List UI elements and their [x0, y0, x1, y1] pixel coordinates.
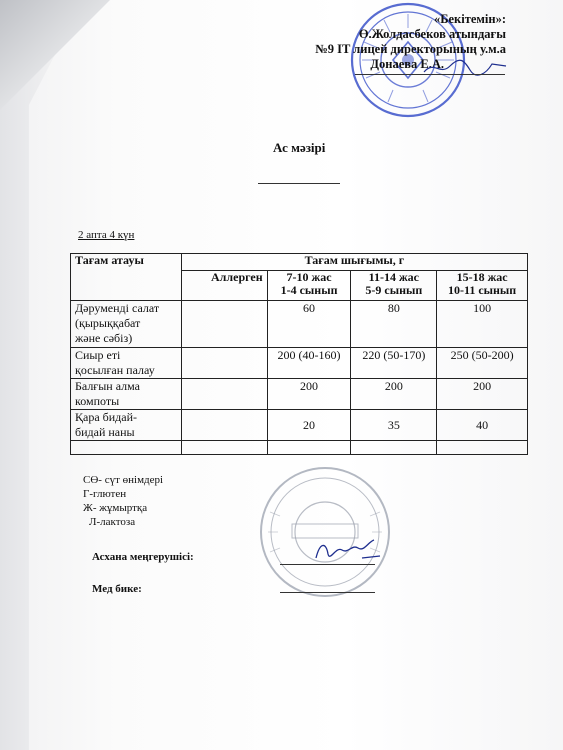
value-cell: 20	[267, 410, 351, 441]
header-output: Тағам шығымы, г	[181, 254, 527, 271]
header-group-2	[351, 271, 437, 301]
dish-name-line: және сәбіз)	[75, 331, 133, 345]
dish-name-line: қосылған палау	[75, 363, 155, 377]
dish-name-line: Қара бидай-	[75, 410, 138, 424]
approval-line-4: Донаева Е.А.	[370, 57, 444, 71]
table-row	[71, 301, 528, 348]
dish-name	[71, 410, 182, 441]
allergen-legend	[83, 473, 163, 529]
allergen-cell	[181, 301, 267, 348]
dish-name-line: (қырыққабат	[75, 316, 141, 330]
dish-name-line: компоты	[75, 394, 120, 408]
approval-line-3: №9 IT лицей директорының у.м.а	[315, 42, 506, 56]
value-cell: 80	[351, 301, 437, 348]
table-row-empty	[71, 441, 528, 455]
value-cell: 35	[351, 410, 437, 441]
legend-item: Г-глютен	[83, 488, 127, 500]
dish-name	[71, 379, 182, 410]
nurse-signature-line	[280, 592, 375, 593]
approval-line-1: «Бекітемін»:	[433, 12, 506, 26]
group-grade: 5-9 сынып	[365, 283, 423, 297]
title-underline	[258, 183, 340, 184]
empty-cell	[71, 441, 182, 455]
company-seal-icon	[250, 462, 400, 602]
header-allergen: Аллерген	[181, 271, 267, 301]
value-cell: 250 (50-200)	[437, 348, 528, 379]
empty-cell	[181, 441, 267, 455]
allergen-cell	[181, 379, 267, 410]
dish-name	[71, 301, 182, 348]
empty-cell	[351, 441, 437, 455]
allergen-cell	[181, 410, 267, 441]
table-row	[71, 379, 528, 410]
header-group-3	[437, 271, 528, 301]
value-cell: 200	[437, 379, 528, 410]
approval-underline	[355, 74, 505, 75]
value-cell: 200 (40-160)	[267, 348, 351, 379]
dish-name	[71, 348, 182, 379]
dish-name-line: Балғын алма	[75, 379, 140, 393]
week-day-label: 2 апта 4 күн	[78, 229, 135, 241]
value-cell: 40	[437, 410, 528, 441]
legend-item: Ж- жұмыртқа	[83, 502, 148, 514]
value-cell: 220 (50-170)	[351, 348, 437, 379]
approval-line-2: Ө.Жолдасбеков атындағы	[358, 27, 506, 41]
header-dish-name: Тағам атауы	[71, 254, 182, 301]
menu-table	[70, 253, 528, 455]
allergen-cell	[181, 348, 267, 379]
page-title: Ас мәзірі	[273, 140, 326, 155]
dish-name-line: Дәруменді салат	[75, 301, 160, 315]
group-age: 11-14 жас	[368, 270, 420, 284]
canteen-head-signature-line	[280, 564, 375, 565]
value-cell: 60	[267, 301, 351, 348]
dish-name-line: бидай наны	[75, 425, 135, 439]
empty-cell	[437, 441, 528, 455]
dish-name-line: Сиыр еті	[75, 348, 121, 362]
canteen-head-signature-icon	[310, 536, 386, 566]
group-grade: 1-4 сынып	[280, 283, 338, 297]
legend-item: СӨ- сүт өнімдері	[83, 474, 164, 486]
nurse-label: Мед бике:	[92, 583, 142, 595]
header-group-1	[267, 271, 351, 301]
group-age: 7-10 жас	[286, 270, 332, 284]
group-age: 15-18 жас	[456, 270, 508, 284]
canteen-head-label: Асхана меңгерушісі:	[92, 551, 194, 563]
legend-item: Л-лактоза	[89, 516, 136, 528]
value-cell: 200	[267, 379, 351, 410]
table-row	[71, 348, 528, 379]
director-signature-icon	[420, 56, 510, 80]
value-cell: 100	[437, 301, 528, 348]
value-cell: 200	[351, 379, 437, 410]
table-row	[71, 410, 528, 441]
group-grade: 10-11 сынып	[447, 283, 517, 297]
empty-cell	[267, 441, 351, 455]
